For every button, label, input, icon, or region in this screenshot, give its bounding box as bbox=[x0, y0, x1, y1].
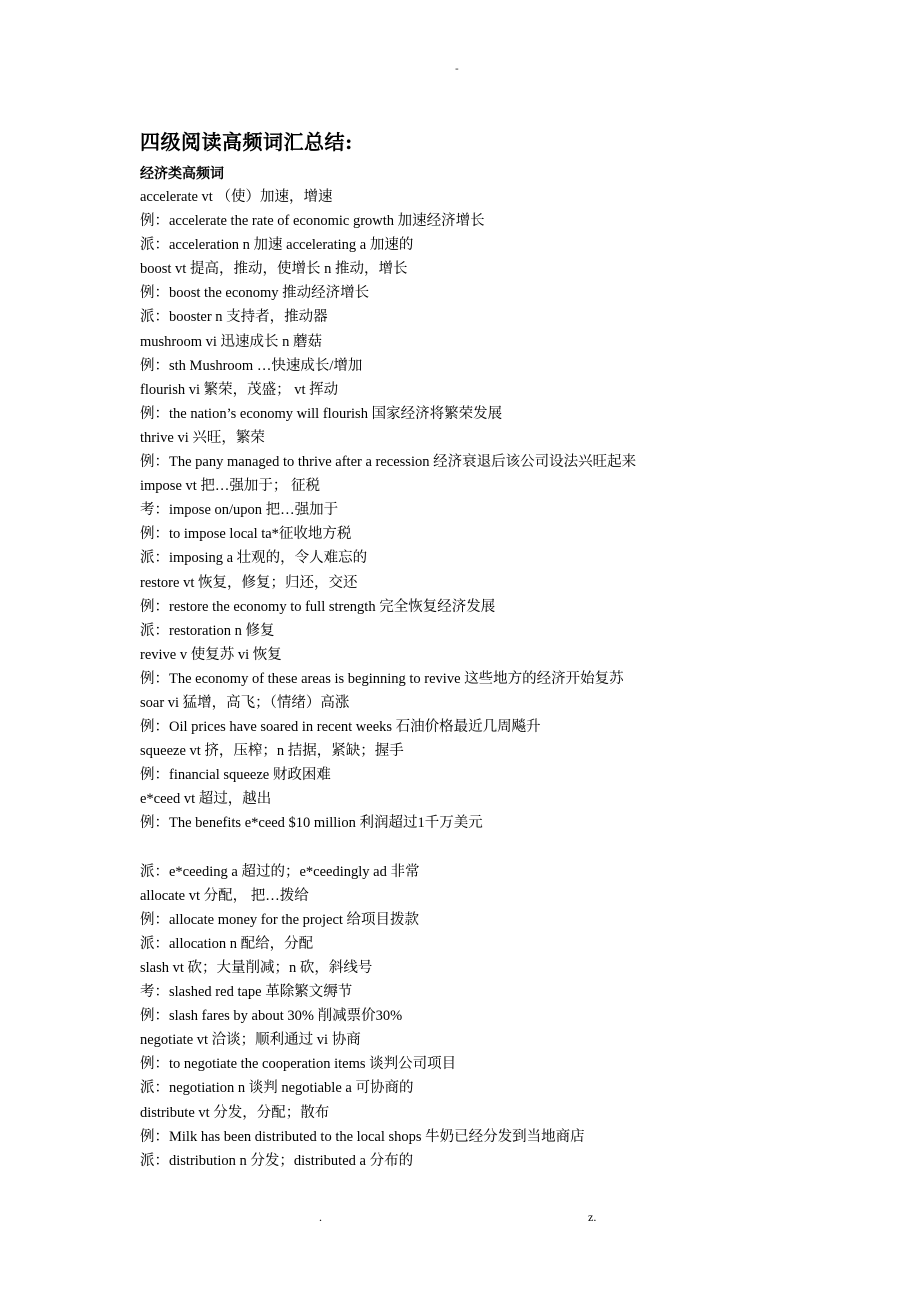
text-line: 例：slash fares by about 30% 削减票价30% bbox=[140, 1008, 403, 1025]
text-line: flourish vi 繁荣，茂盛； vt 挥动 bbox=[140, 381, 339, 398]
text-line: squeeze vt 挤，压榨；n 拮据，紧缺；握手 bbox=[140, 743, 404, 760]
text-line: allocate vt 分配， 把…拨给 bbox=[140, 887, 309, 904]
text-line: 例：The benefits e*ceed $10 million 利润超过1千万美元 bbox=[140, 815, 483, 832]
text-line: 派：allocation n 配给，分配 bbox=[140, 935, 314, 952]
text-line: 派：acceleration n 加速 accelerating a 加速的 bbox=[140, 237, 414, 254]
text-line: accelerate vt （使）加速，增速 bbox=[140, 189, 333, 205]
text-line: boost vt 提高，推动，使增长 n 推动，增长 bbox=[140, 261, 408, 278]
text-line: 例：The pany managed to thrive after a recession 经济衰退后该公司设法兴旺起来 bbox=[140, 454, 637, 471]
text-line: 例：Milk has been distributed to the local shops 牛奶已经分发到当地商店 bbox=[140, 1128, 585, 1145]
text-line: 派：distribution n 分发；distributed a 分布的 bbox=[140, 1152, 414, 1169]
text-line: revive v 使复苏 vi 恢复 bbox=[140, 646, 282, 663]
text-line: distribute vt 分发，分配；散布 bbox=[140, 1104, 330, 1121]
text-line: 例：accelerate the rate of economic growth 加速经济增长 bbox=[140, 213, 485, 230]
text-line: thrive vi 兴旺，繁荣 bbox=[140, 429, 265, 446]
text-line: slash vt 砍；大量削减；n 砍，斜线号 bbox=[140, 960, 373, 976]
text-line: 例：financial squeeze 财政困难 bbox=[140, 767, 331, 784]
text-line: 考：impose on/upon 把…强加于 bbox=[140, 502, 339, 519]
text-line: 例：The economy of these areas is beginning to revive 这些地方的经济开始复苏 bbox=[140, 670, 624, 687]
text-line: 例：to impose local ta*征收地方税 bbox=[140, 526, 352, 543]
text-line: 派：imposing a 壮观的，令人难忘的 bbox=[140, 550, 368, 567]
section-title: 经济类高频词 bbox=[140, 166, 224, 182]
text-line: mushroom vi 迅速成长 n 蘑菇 bbox=[140, 333, 323, 350]
text-line: impose vt 把…强加于； 征税 bbox=[140, 478, 321, 495]
text-line: 派：restoration n 修复 bbox=[140, 622, 275, 639]
text-line: 例：the nation’s economy will flourish 国家经济将繁荣发展 bbox=[140, 405, 503, 422]
header-mark: - bbox=[455, 62, 459, 75]
text-line: restore vt 恢复，修复；归还，交还 bbox=[140, 574, 358, 591]
blank-line bbox=[140, 836, 840, 860]
footer-right: z. bbox=[588, 1210, 597, 1224]
footer-left: . bbox=[319, 1210, 322, 1224]
text-line: 派：e*ceeding a 超过的；e*ceedingly ad 非常 bbox=[140, 863, 420, 880]
text-line: negotiate vt 洽谈；顺利通过 vi 协商 bbox=[140, 1032, 361, 1049]
text-line: e*ceed vt 超过，越出 bbox=[140, 791, 272, 808]
vocabulary-list bbox=[140, 185, 840, 1173]
text-line: 例：to negotiate the cooperation items 谈判公司项目 bbox=[140, 1056, 457, 1073]
text-line: 例：allocate money for the project 给项目拨款 bbox=[140, 911, 420, 928]
page-title: 四级阅读高频词汇总结: bbox=[140, 130, 353, 154]
text-line: soar vi 猛增，高飞；（情绪）高涨 bbox=[140, 694, 350, 711]
text-line: 例：boost the economy 推动经济增长 bbox=[140, 285, 370, 302]
text-line: 例：restore the economy to full strength 完全恢复经济发展 bbox=[140, 598, 496, 615]
text-line: 考：slashed red tape 革除繁文缛节 bbox=[140, 984, 353, 1001]
text-line: 派：negotiation n 谈判 negotiable a 可协商的 bbox=[140, 1080, 414, 1097]
text-line: 例：sth Mushroom …快速成长/增加 bbox=[140, 357, 363, 374]
text-line: 派：booster n 支持者，推动器 bbox=[140, 309, 328, 326]
text-line: 例：Oil prices have soared in recent weeks 石油价格最近几周飚升 bbox=[140, 719, 541, 736]
